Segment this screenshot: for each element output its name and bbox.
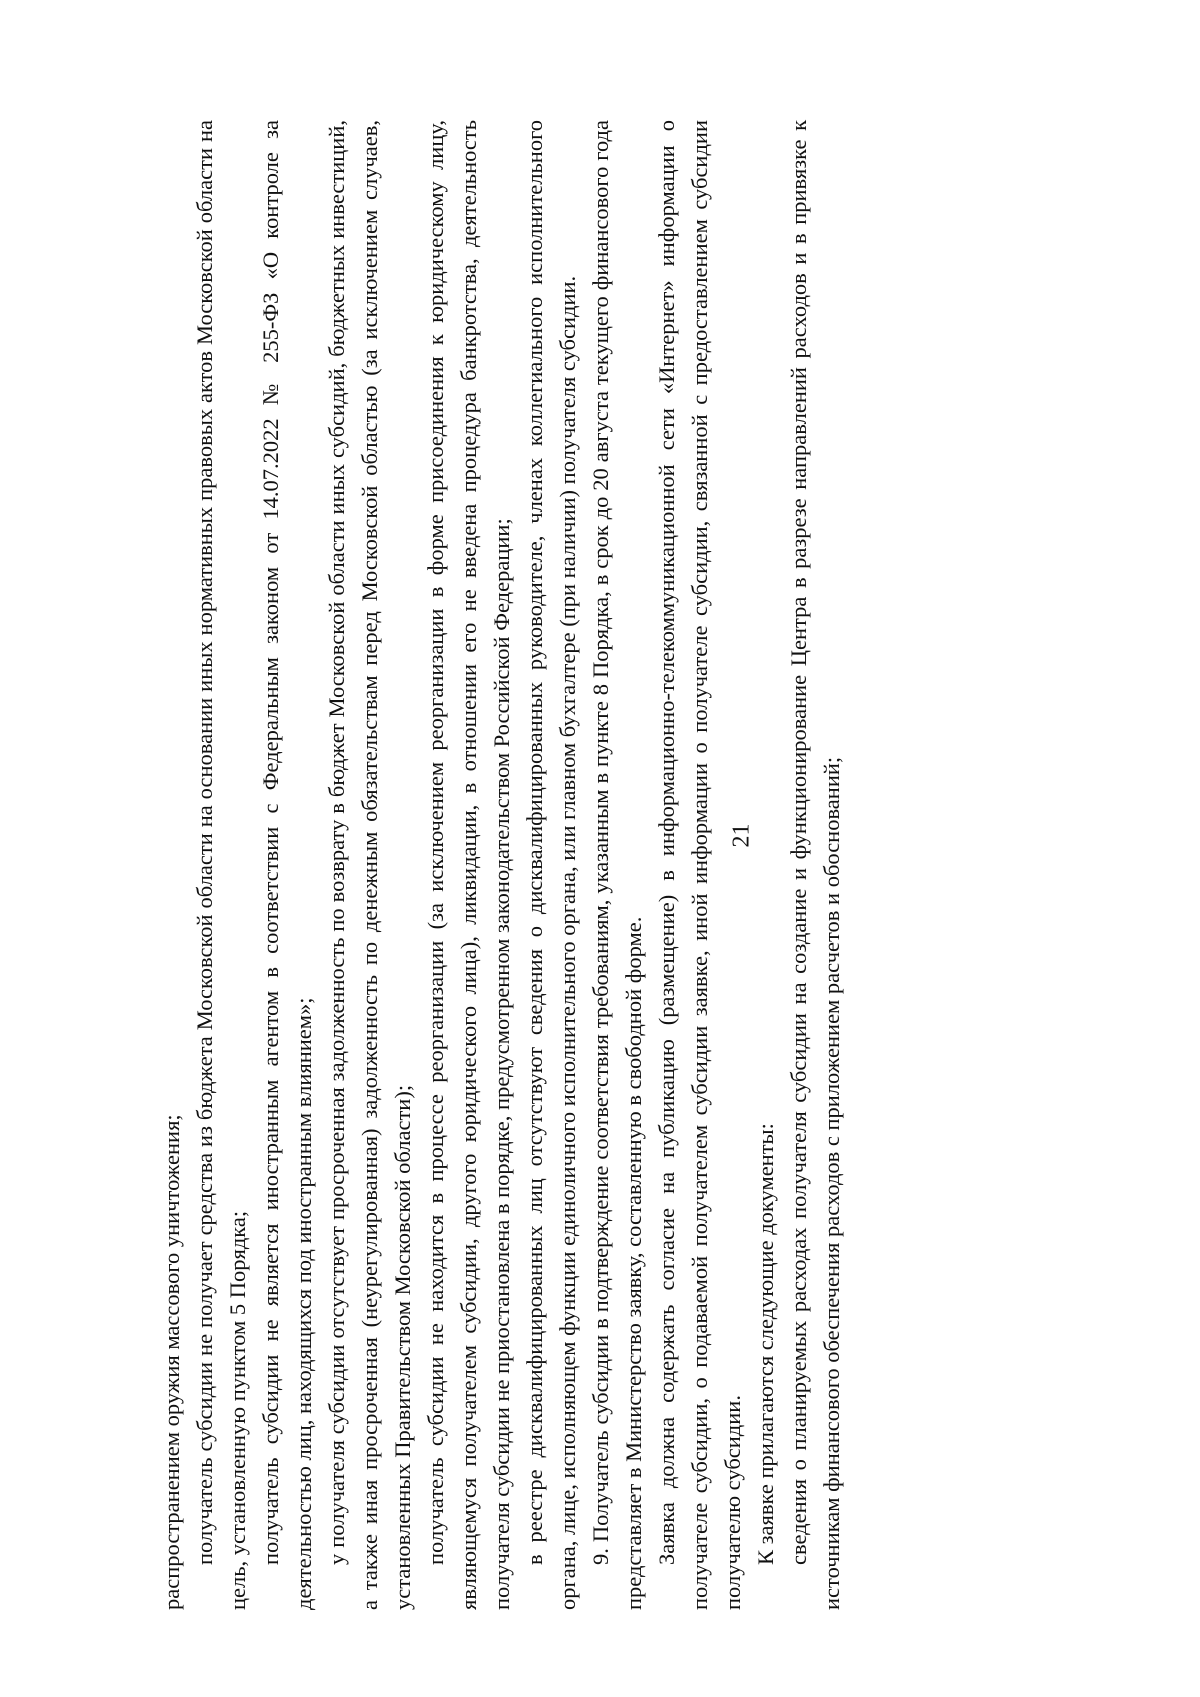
paragraph-3: получатель субсидии не является иностранным агентом в соответствии с Федеральным законом от 14.07.2022 № 255-ФЗ «О контроле за деятельностью лиц, находящихся под иностранным влиянием»; [258,120,316,1610]
paragraph-5: получатель субсидии не находится в процессе реорганизации (за исключением реорганизации в форме присоединения к юридическому лицу, являющемуся получателем субсидии, другого юридического лица), ликвидации, в отношении его не введена процедура банкротства, деятельность получателя субсидии не приостановлена в порядке, предусмотренном законодательством Российской Федерации; [423,120,514,1610]
document-body [155,120,848,1610]
paragraph-10: сведения о планируемых расходах получателя субсидии на создание и функционирование Центра в разрезе направлений расходов и в привязке к источникам финансового обеспечения расходов с приложением расчетов и обоснований; [786,120,844,1610]
page-number: 21 [728,823,755,848]
paragraph-7: 9. Получатель субсидии в подтверждение соответствия требованиям, указанным в пункте 8 Порядка, в срок до 20 августа текущего финансового года представляет в Министерство заявку, составленную в свободной форме. [588,120,646,1610]
paragraph-4: у получателя субсидии отсутствует просроченная задолженность по возврату в бюджет Московской области иных субсидий, бюджетных инвестиций, а также иная просроченная (неурегулированная) задолженность по денежным обязательствам перед Московской областью (за исключением случаев, установленных Правительством Московской области); [324,120,415,1610]
paragraph-2: получатель субсидии не получает средства из бюджета Московской области на основании иных нормативных правовых актов Московской области на цель, установленную пунктом 5 Порядка; [192,120,250,1610]
paragraph-1: распространением оружия массового уничтожения; [159,1114,184,1610]
paragraph-8: Заявка должна содержать согласие на публикацию (размещение) в информационно-телекоммуникационной сети «Интернет» информации о получателе субсидии, о подаваемой получателем субсидии заявке, иной информации о получателе субсидии, связанной с предоставлением субсидии получателю субсидии. [654,120,745,1610]
paragraph-9: К заявке прилагаются следующие документы: [753,1123,778,1565]
paragraph-6: в реестре дисквалифицированных лиц отсутствуют сведения о дисквалифицированных руководителе, членах коллегиального исполнительного органа, лице, исполняющем функции единоличного исполнительного органа, или главном бухгалтере (при наличии) получателя субсидии. [522,120,580,1610]
